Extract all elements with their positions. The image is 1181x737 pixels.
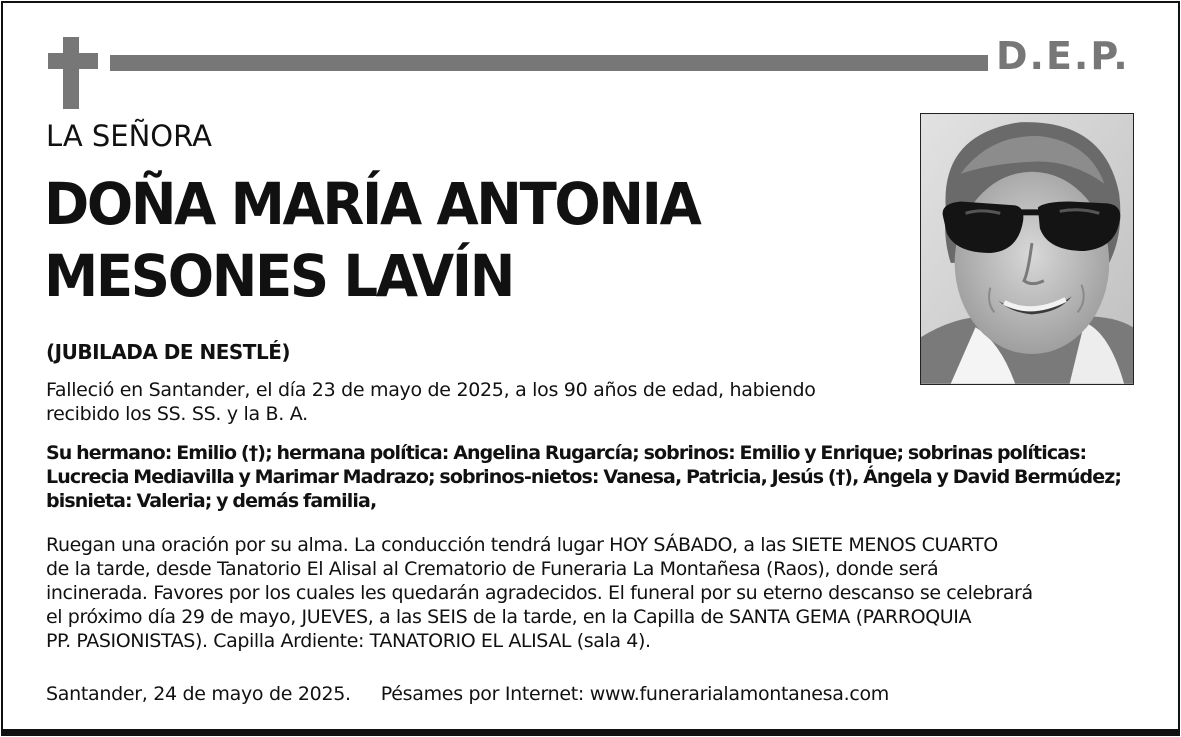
death-line-1: Falleció en Santander, el día 23 de mayo de 2025, a los 90 años de edad, habiendo	[46, 379, 816, 401]
service-line-5: PP. PASIONISTAS). Capilla Ardiente: TANATORIO EL ALISAL (sala 4).	[46, 630, 651, 652]
service-line-3: incinerada. Favores por los cuales les quedarán agradecidos. El funeral por su eterno descanso se celebrará	[46, 582, 1033, 604]
portrait-photo	[920, 113, 1134, 385]
service-line-1: Ruegan una oración por su alma. La conducción tendrá lugar HOY SÁBADO, a las SIETE MENOS CUARTO	[46, 534, 998, 556]
death-paragraph	[46, 378, 906, 426]
name-line-1: DOÑA MARÍA ANTONIA	[44, 170, 700, 238]
death-line-2: recibido los SS. SS. y la B. A.	[46, 403, 308, 425]
honorific: LA SEÑORA	[46, 119, 212, 153]
footer	[46, 682, 889, 706]
header-rule	[110, 55, 988, 71]
occupation: (JUBILADA DE NESTLÉ)	[46, 340, 290, 364]
service-paragraph	[46, 533, 1146, 653]
service-line-2: de la tarde, desde Tanatorio El Alisal al Crematorio de Funeraria La Montañesa (Raos), donde será	[46, 558, 939, 580]
family-line-2: Lucrecia Mediavilla y Marimar Madrazo; sobrinos-nietos: Vanesa, Patricia, Jesús (†), Ángela y David Bermúdez;	[46, 466, 1122, 488]
cross-icon-arm	[48, 53, 98, 69]
place-date: Santander, 24 de mayo de 2025.	[46, 683, 351, 705]
condolences-link[interactable]: Pésames por Internet: www.funerarialamontanesa.com	[380, 683, 889, 705]
cross-icon	[63, 37, 79, 109]
family-line-3: bisnieta: Valeria; y demás familia,	[46, 490, 377, 512]
dep-label: D.E.P.	[996, 34, 1130, 78]
portrait-illustration	[921, 114, 1133, 384]
deceased-name	[44, 168, 852, 312]
service-line-4: el próximo día 29 de mayo, JUEVES, a las SEIS de la tarde, en la Capilla de SANTA GEMA (PARROQUIA	[46, 606, 972, 628]
family-line-1: Su hermano: Emilio (†); hermana política: Angelina Rugarcía; sobrinos: Emilio y Enrique; sobrinas políticas:	[46, 442, 1087, 464]
name-line-2: MESONES LAVÍN	[44, 242, 514, 310]
family-paragraph	[46, 441, 1156, 513]
